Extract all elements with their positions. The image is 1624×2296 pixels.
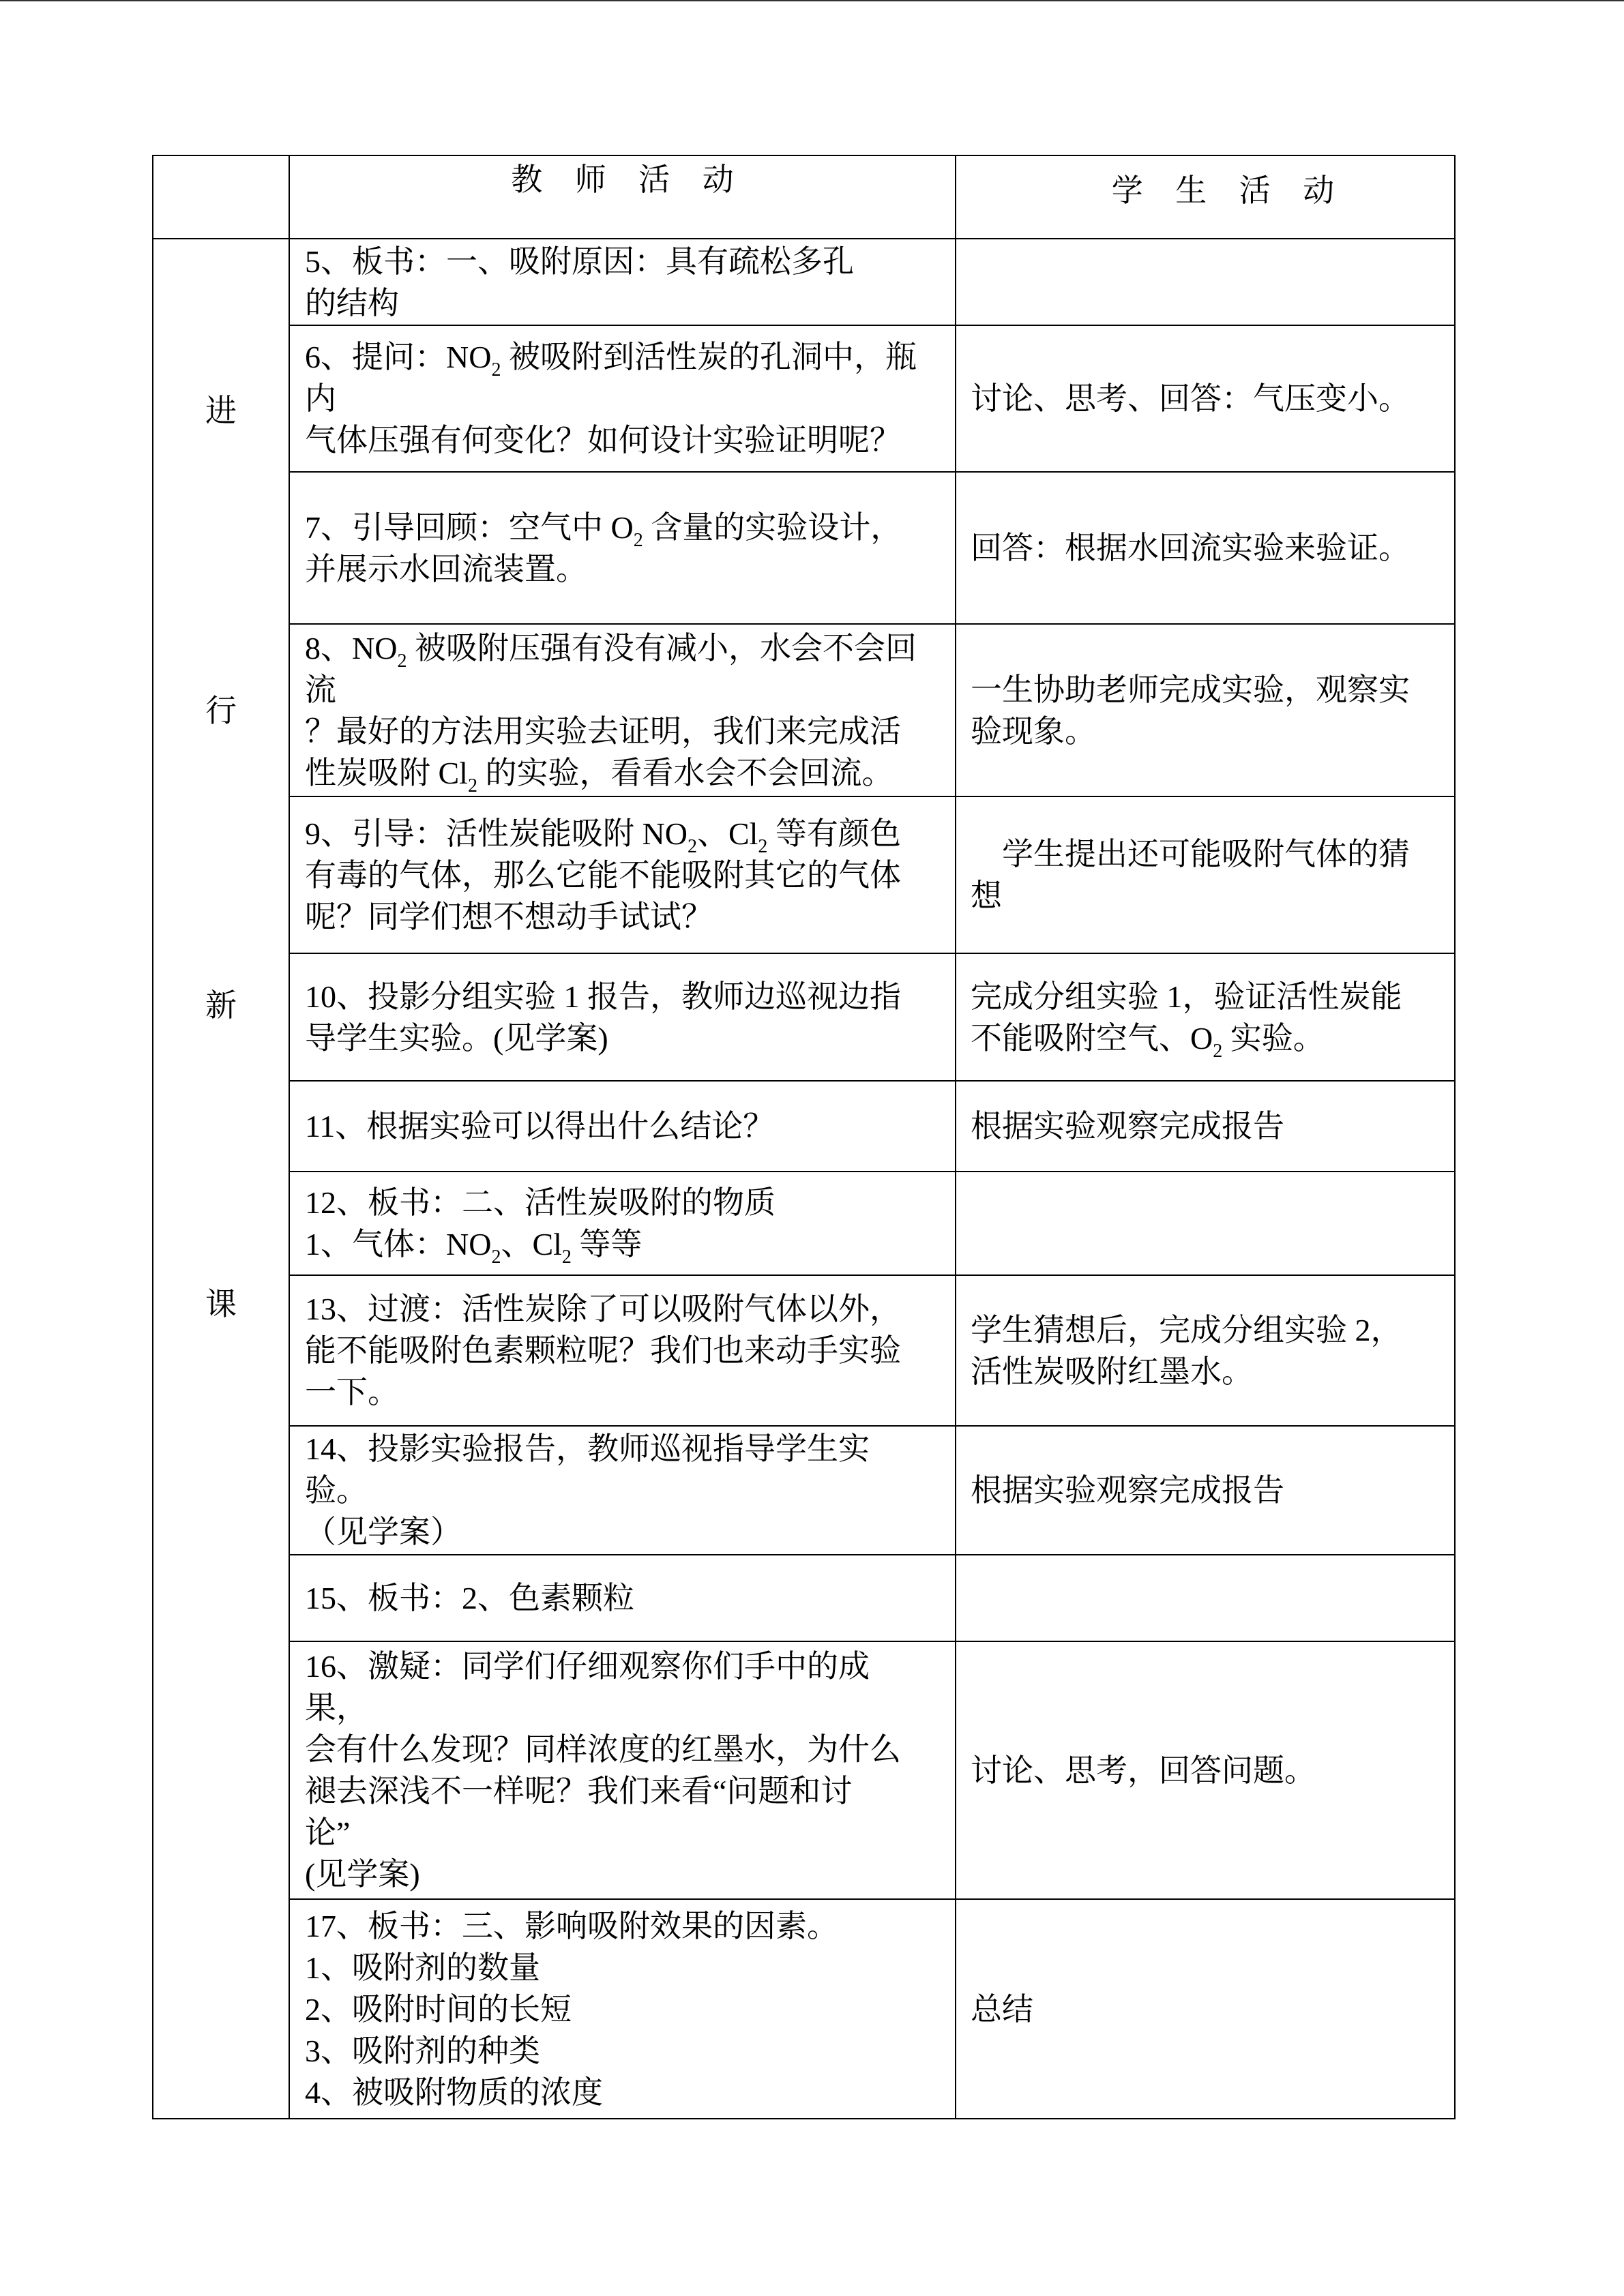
- teacher-activity-cell: [290, 1276, 956, 1427]
- teacher-activity-line: 呢？同学们想不想动手试试？: [305, 899, 713, 934]
- teacher-activity-line: 能不能吸附色素颗粒呢？我们也来动手实验: [305, 1333, 901, 1368]
- text-run: 7、引导回顾：空气中 O: [305, 509, 634, 545]
- teacher-activity-line: 1、吸附剂的数量: [305, 1950, 540, 1985]
- teacher-activity-line: 14、投影实验报告，教师巡视指导学生实: [305, 1431, 870, 1466]
- student-activity-cell: [956, 326, 1456, 473]
- teacher-activity-line: 11、根据实验可以得出什么结论？: [305, 1109, 775, 1144]
- student-activity-cell: [956, 625, 1456, 797]
- teacher-activity-line: ？最好的方法用实验去证明，我们来完成活: [305, 713, 901, 749]
- student-activity-cell: [956, 1172, 1456, 1276]
- subscript: 2: [633, 529, 643, 551]
- student-activity-cell: [956, 1082, 1456, 1172]
- student-activity-header: 学 生 活 动: [956, 156, 1456, 239]
- teacher-activity-cell: [290, 239, 956, 326]
- subscript: 2: [561, 1247, 572, 1268]
- student-activity-line: 完成分组实验 1，验证活性炭能: [971, 979, 1402, 1014]
- student-activity-cell: [956, 954, 1456, 1082]
- teacher-activity-cell: [290, 326, 956, 473]
- subscript: 2: [491, 359, 501, 381]
- subscript: 2: [1213, 1040, 1223, 1062]
- teacher-activity-line: [305, 752, 955, 794]
- teacher-activity-line: 17、板书：三、影响吸附效果的因素。: [305, 1908, 838, 1943]
- text-run: 等等: [571, 1227, 643, 1262]
- teacher-activity-line: 15、板书：2、色素颗粒: [305, 1581, 634, 1615]
- student-activity-line: 学生猜想后，完成分组实验 2，: [971, 1312, 1402, 1347]
- teacher-activity-line: 导学生实验。(见学案): [305, 1020, 608, 1056]
- teacher-activity-header: 教 师 活 动: [290, 156, 956, 239]
- text-run: 的实验，看看水会不会回流。: [477, 755, 894, 790]
- teacher-activity-line: [305, 627, 955, 672]
- text-run: 等有颜色: [767, 816, 901, 851]
- teacher-activity-cell: [290, 1082, 956, 1172]
- teacher-activity-line: 3、吸附剂的种类: [305, 2033, 540, 2068]
- subscript: 2: [758, 835, 768, 857]
- teacher-activity-line: 气体压强有何变化？如何设计实验证明呢？: [305, 423, 901, 458]
- teacher-activity-line: （见学案）: [305, 1515, 462, 1549]
- teacher-activity-line: 13、过渡：活性炭除了可以吸附气体以外，: [305, 1292, 901, 1326]
- text-run: 实验。: [1222, 1020, 1325, 1056]
- teacher-activity-cell: [290, 954, 956, 1082]
- teacher-activity-line: 流: [305, 672, 336, 707]
- student-activity-cell: [956, 1642, 1456, 1900]
- teacher-activity-line: 5、板书：一、吸附原因：具有疏松多孔: [305, 243, 854, 279]
- student-activity-cell: [956, 239, 1456, 326]
- stage-label-char: 进: [205, 393, 237, 428]
- student-activity-cell: [956, 1555, 1456, 1642]
- text-run: 被吸附到活性炭的孔洞中，瓶: [501, 340, 917, 374]
- teacher-activity-line: 的结构: [305, 285, 399, 320]
- student-activity-cell: [956, 797, 1456, 954]
- student-activity-cell: [956, 473, 1456, 625]
- teacher-activity-line: 果，: [305, 1690, 368, 1725]
- teacher-activity-cell: [290, 1172, 956, 1276]
- teacher-activity-line: 一下。: [305, 1375, 399, 1410]
- teacher-activity-cell: [290, 1427, 956, 1555]
- student-activity-line: 根据实验观察完成报告: [971, 1109, 1284, 1144]
- teacher-activity-line: 2、吸附时间的长短: [305, 1991, 572, 2027]
- student-activity-line: 根据实验观察完成报告: [971, 1473, 1284, 1508]
- text-run: 被吸附压强有没有减小，水会不会回: [407, 630, 917, 666]
- student-activity-line: 想: [971, 878, 1002, 913]
- page-top-edge: [0, 0, 1624, 1]
- subscript: 2: [491, 1247, 501, 1268]
- lesson-plan-table: [152, 155, 1456, 2119]
- teacher-activity-cell: [290, 1642, 956, 1900]
- teacher-activity-line: 会有什么发现？同样浓度的红墨水，为什么: [305, 1732, 901, 1767]
- teacher-activity-line: (见学案): [305, 1857, 420, 1892]
- student-activity-line: 活性炭吸附红墨水。: [971, 1354, 1253, 1389]
- text-run: 、Cl: [696, 816, 758, 851]
- teacher-activity-line: 4、被吸附物质的浓度: [305, 2074, 603, 2110]
- teacher-activity-line: 有毒的气体，那么它能不能吸附其它的气体: [305, 857, 901, 893]
- subscript: 2: [687, 835, 697, 857]
- student-activity-cell: [956, 1900, 1456, 2119]
- text-run: 8、NO: [305, 630, 398, 666]
- teacher-activity-line: [305, 813, 955, 857]
- text-run: 不能吸附空气、O: [971, 1020, 1213, 1056]
- student-activity-line: 学生提出还可能吸附气体的猜: [971, 837, 1410, 871]
- student-activity-line: 讨论、思考，回答问题。: [971, 1753, 1316, 1788]
- teacher-activity-cell: [290, 1900, 956, 2119]
- stage-label-char: 课: [205, 1287, 237, 1322]
- stage-label-cell: [153, 239, 290, 2119]
- student-activity-cell: [956, 1427, 1456, 1555]
- student-activity-line: 讨论、思考、回答：气压变小。: [971, 381, 1410, 416]
- student-activity-line: 回答：根据水回流实验来验证。: [971, 531, 1410, 565]
- teacher-activity-cell: [290, 1555, 956, 1642]
- subscript: 2: [467, 775, 477, 796]
- teacher-activity-line: 褪去深浅不一样呢？我们来看“问题和讨: [305, 1774, 853, 1808]
- teacher-activity-line: 16、激疑：同学们仔细观察你们手中的成: [305, 1649, 870, 1684]
- text-run: 6、提问：NO: [305, 340, 492, 374]
- teacher-activity-line: 内: [305, 381, 336, 416]
- student-activity-line: [971, 1017, 1454, 1062]
- text-run: 、Cl: [501, 1227, 562, 1262]
- student-activity-line: 验现象。: [971, 713, 1096, 749]
- teacher-activity-cell: [290, 797, 956, 954]
- teacher-activity-line: 验。: [305, 1473, 368, 1508]
- student-activity-cell: [956, 1276, 1456, 1427]
- text-run: 含量的实验设计，: [643, 509, 902, 545]
- teacher-activity-line: 论”: [305, 1815, 351, 1850]
- stage-label-char: 行: [205, 694, 237, 728]
- corner-cell: [153, 156, 290, 239]
- teacher-activity-line: [305, 336, 955, 381]
- student-activity-line: 一生协助老师完成实验，观察实: [971, 672, 1410, 707]
- teacher-activity-cell: [290, 625, 956, 797]
- teacher-activity-line: 并展示水回流装置。: [305, 551, 587, 586]
- teacher-activity-line: 10、投影分组实验 1 报告，教师边巡视边指: [305, 979, 901, 1014]
- teacher-activity-line: 12、板书：二、活性炭吸附的物质: [305, 1185, 776, 1220]
- teacher-activity-line: [305, 507, 955, 551]
- subscript: 2: [397, 650, 407, 672]
- teacher-activity-cell: [290, 473, 956, 625]
- text-run: 9、引导：活性炭能吸附 NO: [305, 816, 688, 851]
- text-run: 1、气体：NO: [305, 1227, 492, 1262]
- stage-label-char: 新: [205, 988, 237, 1023]
- text-run: 性炭吸附 Cl: [305, 755, 468, 790]
- student-activity-line: 总结: [971, 1991, 1033, 2027]
- teacher-activity-line: [305, 1223, 955, 1268]
